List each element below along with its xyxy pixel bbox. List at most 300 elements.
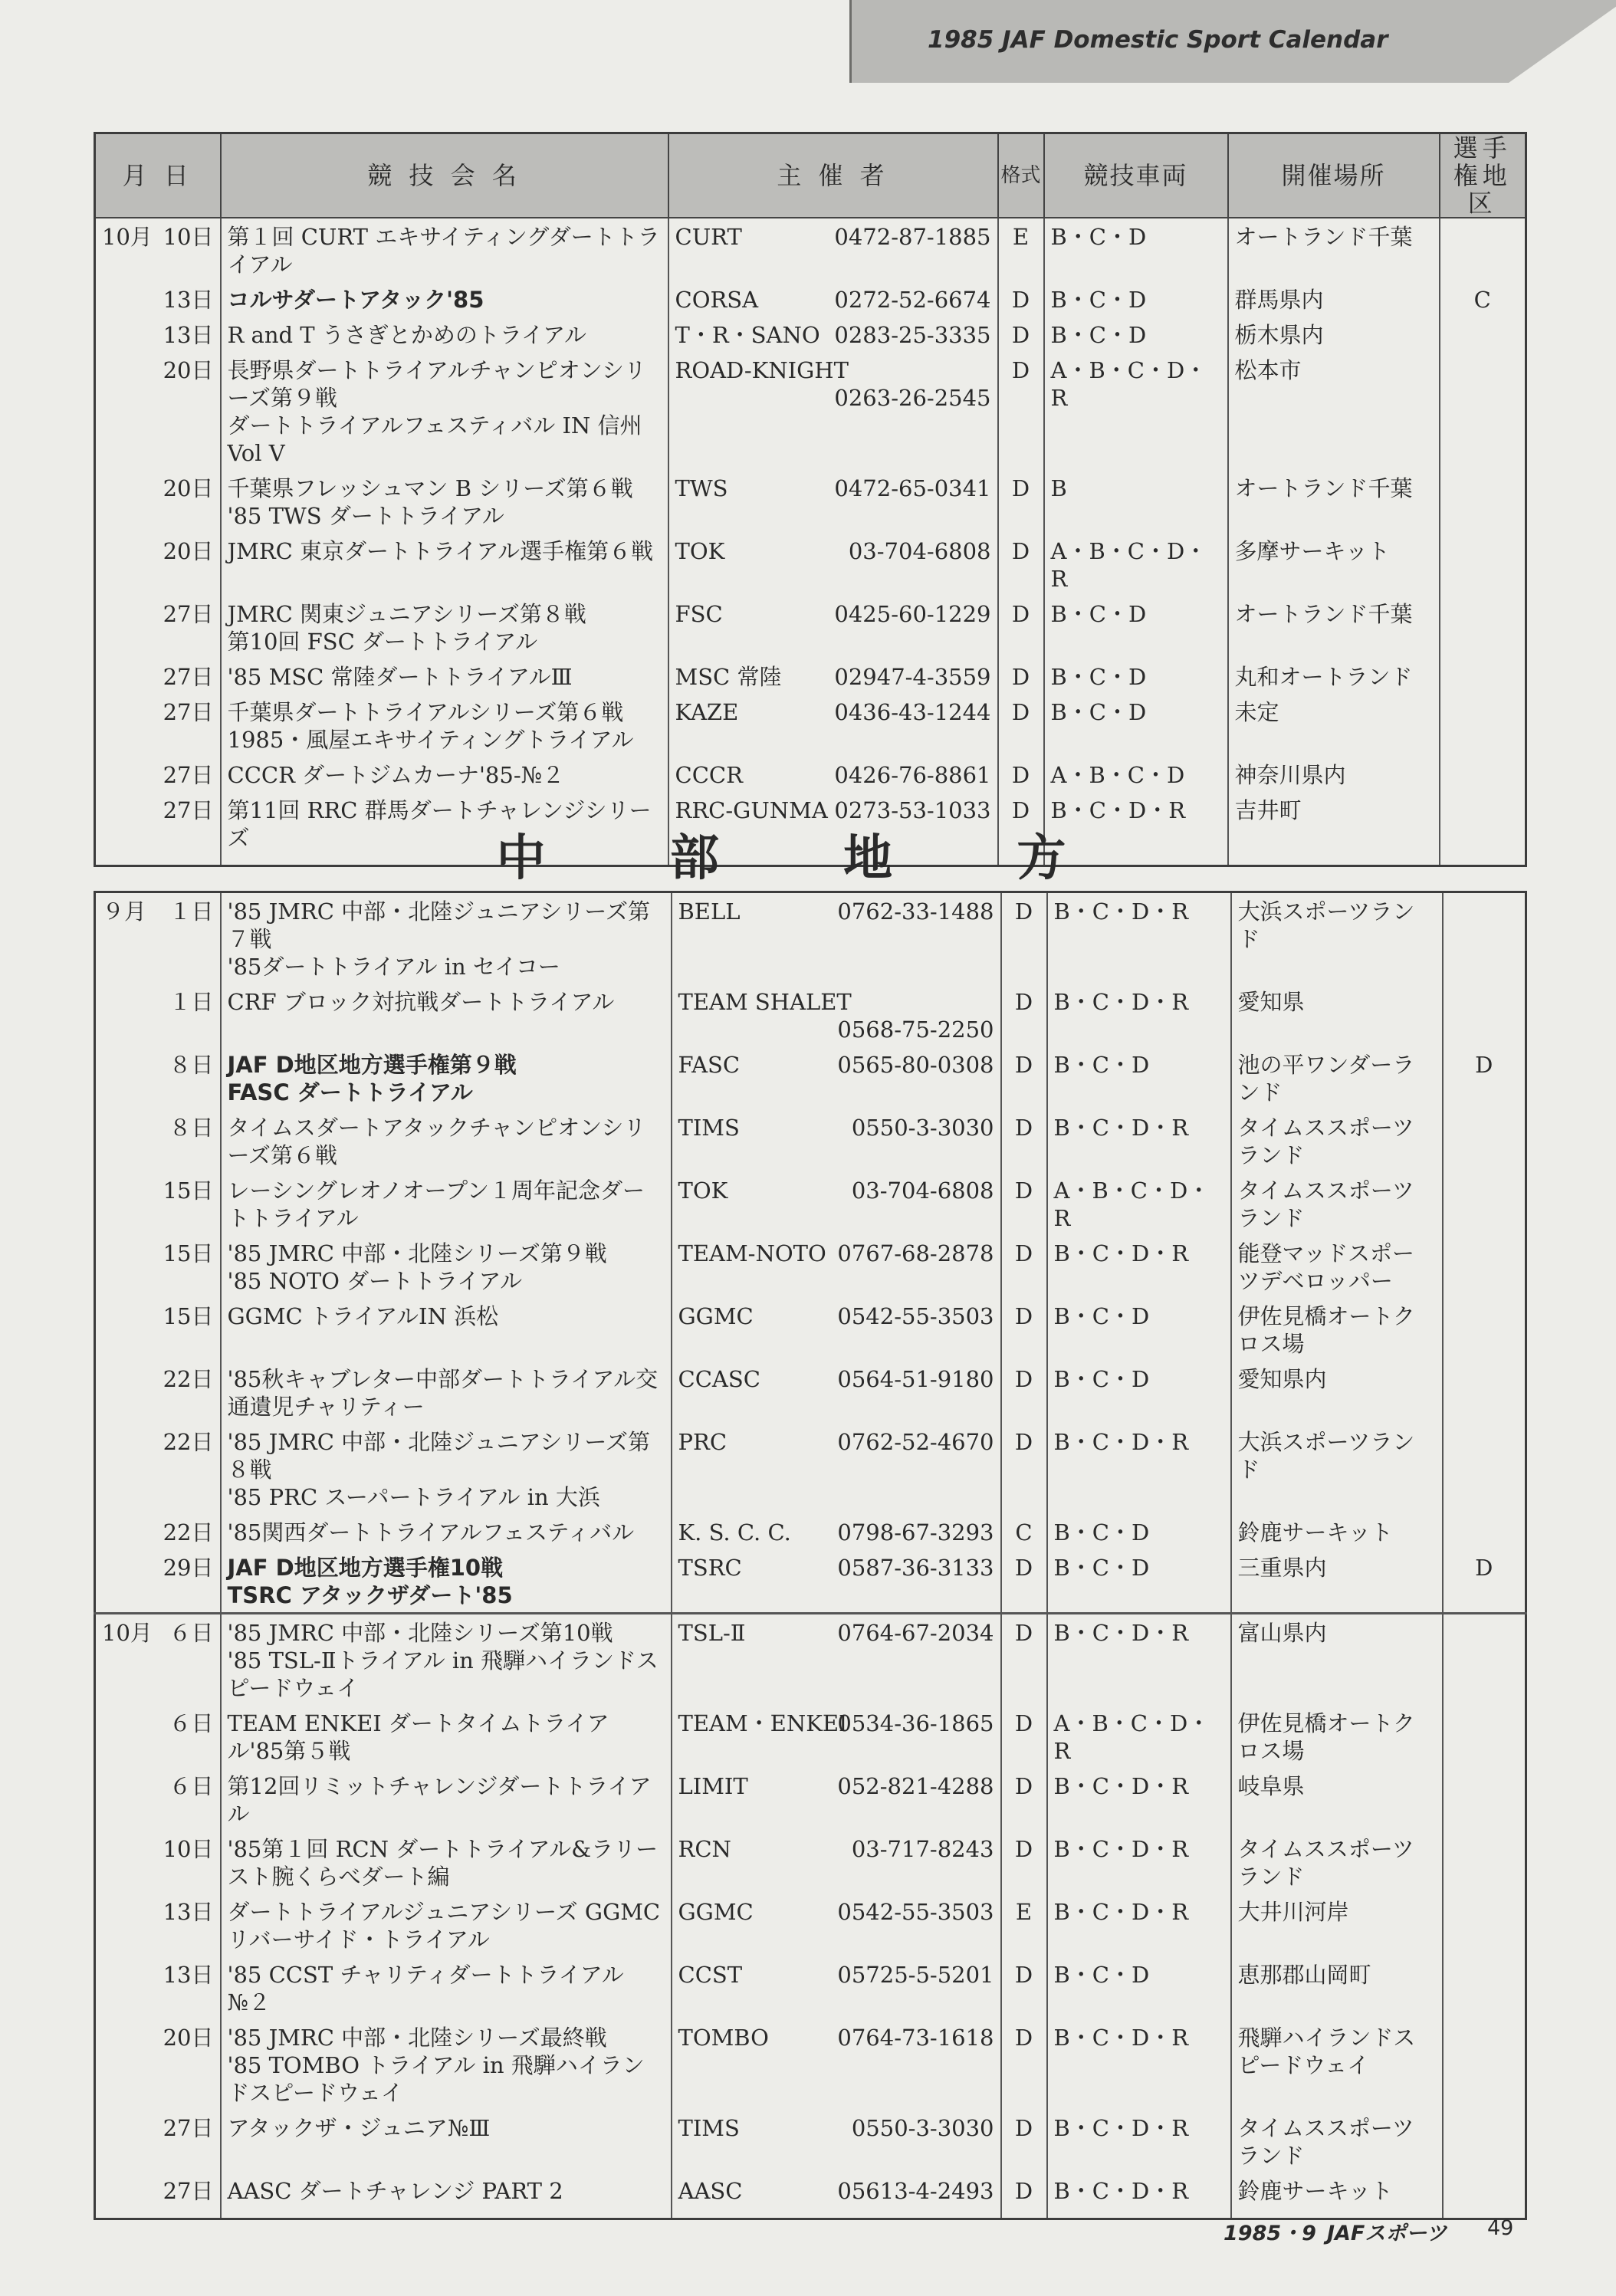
- organizer-phone: 0472-87-1885: [834, 224, 991, 250]
- event-name: TEAM ENKEI ダートタイムトライアル'85第５戦: [221, 1705, 672, 1768]
- organizer-cell: [672, 1109, 1001, 1172]
- organizer-phone: 0273-53-1033: [834, 797, 991, 823]
- organizer-name: GGMC: [678, 1899, 754, 1925]
- event-name: JAF D地区地方選手権第９戦 FASC ダートトライアル: [221, 1046, 672, 1109]
- organizer-cell: [668, 317, 998, 352]
- organizer-cell: [668, 757, 998, 792]
- venue-cell: 群馬県内: [1228, 281, 1440, 317]
- day: 22日: [163, 1429, 214, 1455]
- organizer-phone: 0283-25-3335: [834, 322, 991, 348]
- championship-cell: [1443, 1235, 1526, 1298]
- vehicles-cell: B・C・D・R: [1047, 2173, 1231, 2208]
- organizer-cell: [668, 352, 998, 470]
- organizer-name: KAZE: [675, 699, 739, 725]
- day: ６日: [169, 1773, 214, 1799]
- format-cell: D: [998, 470, 1044, 533]
- format-cell: D: [1001, 1831, 1047, 1894]
- event-name: '85 JMRC 中部・北陸シリーズ第10戦 '85 TSL-Ⅱトライアル in 飛騨ハイランドスピードウェイ: [221, 1614, 672, 1706]
- event-name: '85 JMRC 中部・北陸ジュニアシリーズ第８戦 '85 PRC スーパートライアル in 大浜: [221, 1424, 672, 1514]
- venue-cell: 丸和オートランド: [1228, 659, 1440, 694]
- date-cell: [95, 317, 221, 352]
- organizer-cell: [668, 694, 998, 757]
- day: 15日: [163, 1178, 214, 1204]
- date-cell: [95, 1172, 221, 1235]
- date-cell: [95, 2019, 221, 2110]
- day: 22日: [163, 1519, 214, 1545]
- vehicles-cell: B・C・D・R: [1047, 892, 1231, 984]
- venue-cell: 吉井町: [1228, 792, 1440, 855]
- event-name: コルサダートアタック'85: [221, 281, 668, 317]
- vehicles-cell: B・C・D: [1044, 596, 1228, 659]
- organizer-name: CURT: [675, 224, 742, 250]
- event-name: '85 JMRC 中部・北陸ジュニアシリーズ第７戦 '85ダートトライアル in セイコー: [221, 892, 672, 984]
- day: 20日: [163, 538, 214, 564]
- vehicles-cell: B・C・D・R: [1047, 1831, 1231, 1894]
- table-row: [95, 1361, 1526, 1424]
- vehicles-cell: B・C・D: [1047, 1514, 1231, 1549]
- organizer-phone: 0272-52-6674: [834, 287, 991, 313]
- championship-cell: [1443, 1514, 1526, 1549]
- event-name: JMRC 東京ダートトライアル選手権第６戦: [221, 533, 668, 596]
- table-row: [95, 352, 1526, 470]
- venue-cell: タイムススポーツランド: [1231, 1109, 1443, 1172]
- venue-cell: 恵那郡山岡町: [1231, 1956, 1443, 2019]
- format-cell: D: [1001, 892, 1047, 984]
- organizer-name: TEAM・ENKEI: [678, 1710, 848, 1736]
- event-name: '85 JMRC 中部・北陸シリーズ最終戦 '85 TOMBO トライアル in 飛騨ハイランドスピードウェイ: [221, 2019, 672, 2110]
- vehicles-cell: B: [1044, 470, 1228, 533]
- venue-cell: 池の平ワンダーランド: [1231, 1046, 1443, 1109]
- organizer-name: MSC 常陸: [675, 664, 782, 690]
- format-cell: D: [998, 659, 1044, 694]
- organizer-phone: 052-821-4288: [837, 1773, 994, 1799]
- organizer-cell: [672, 1172, 1001, 1235]
- championship-cell: C: [1440, 281, 1526, 317]
- format-cell: D: [998, 694, 1044, 757]
- championship-cell: [1443, 1768, 1526, 1831]
- spacer-cell: [672, 2208, 1001, 2219]
- date-cell: [95, 2173, 221, 2208]
- date-cell: [95, 1235, 221, 1298]
- spacer-cell: [221, 2208, 672, 2219]
- day: 10日: [163, 224, 214, 250]
- organizer-cell: [672, 1235, 1001, 1298]
- organizer-cell: [672, 892, 1001, 984]
- organizer-cell: [672, 1549, 1001, 1614]
- day: 13日: [163, 1899, 214, 1925]
- organizer-cell: [672, 2019, 1001, 2110]
- organizer-name: TIMS: [678, 1115, 740, 1141]
- day: 27日: [163, 2178, 214, 2204]
- day: 22日: [163, 1366, 214, 1392]
- organizer-cell: [668, 659, 998, 694]
- vehicles-cell: B・C・D: [1044, 281, 1228, 317]
- table-row: [95, 596, 1526, 659]
- event-name: R and T うさぎとかめのトライアル: [221, 317, 668, 352]
- event-name: 第12回リミットチャレンジダートトライアル: [221, 1768, 672, 1831]
- col-header-event: 競 技 会 名: [221, 133, 668, 218]
- event-name: '85 MSC 常陸ダートトライアルⅢ: [221, 659, 668, 694]
- table-row: [95, 2173, 1526, 2208]
- col-header-organizer: 主 催 者: [668, 133, 998, 218]
- day: １日: [169, 989, 214, 1015]
- day: 20日: [163, 475, 214, 501]
- vehicles-cell: A・B・C・D・R: [1047, 1705, 1231, 1768]
- date-cell: [95, 1109, 221, 1172]
- table-row: [95, 470, 1526, 533]
- organizer-cell: [668, 281, 998, 317]
- championship-cell: [1440, 659, 1526, 694]
- organizer-name: CCST: [678, 1962, 743, 1988]
- organizer-name: CCCR: [675, 762, 743, 788]
- day: ８日: [169, 1052, 214, 1078]
- date-cell: [95, 1894, 221, 1956]
- organizer-cell: [672, 1894, 1001, 1956]
- vehicles-cell: B・C・D: [1047, 1298, 1231, 1361]
- venue-cell: 松本市: [1228, 352, 1440, 470]
- championship-cell: [1443, 984, 1526, 1046]
- day: 20日: [163, 2025, 214, 2051]
- event-name: JAF D地区地方選手権10戦 TSRC アタックザダート'85: [221, 1549, 672, 1614]
- date-cell: [95, 1424, 221, 1514]
- col-header-championship: 選手権地 区: [1440, 133, 1526, 218]
- championship-cell: [1443, 1361, 1526, 1424]
- championship-cell: [1443, 2110, 1526, 2173]
- vehicles-cell: B・C・D・R: [1047, 2110, 1231, 2173]
- format-cell: D: [998, 281, 1044, 317]
- vehicles-cell: B・C・D: [1047, 1549, 1231, 1614]
- venue-cell: 三重県内: [1231, 1549, 1443, 1614]
- organizer-phone: 0564-51-9180: [837, 1366, 994, 1392]
- organizer-phone: 02947-4-3559: [834, 664, 991, 690]
- day: 27日: [163, 762, 214, 788]
- championship-cell: [1443, 1172, 1526, 1235]
- organizer-name: FSC: [675, 601, 723, 627]
- table-row: [95, 1424, 1526, 1514]
- table-row: [95, 1298, 1526, 1361]
- vehicles-cell: B・C・D・R: [1047, 1424, 1231, 1514]
- organizer-cell: [672, 1705, 1001, 1768]
- organizer-cell: [672, 2110, 1001, 2173]
- calendar-table-chubu: [94, 891, 1527, 2220]
- date-cell: [95, 470, 221, 533]
- month: ９月: [102, 898, 147, 925]
- event-name: アタックザ・ジュニア№Ⅲ: [221, 2110, 672, 2173]
- organizer-name: T・R・SANO: [675, 322, 820, 348]
- organizer-name: BELL: [678, 898, 741, 925]
- venue-cell: 飛騨ハイランドスピードウェイ: [1231, 2019, 1443, 2110]
- format-cell: E: [998, 218, 1044, 281]
- format-cell: D: [1001, 2173, 1047, 2208]
- day: 15日: [163, 1303, 214, 1329]
- championship-cell: [1440, 218, 1526, 281]
- day: 13日: [163, 1962, 214, 1988]
- event-name: レーシングレオノオープン１周年記念ダートトライアル: [221, 1172, 672, 1235]
- day: 27日: [163, 699, 214, 725]
- table-row: [95, 533, 1526, 596]
- organizer-phone: 0587-36-3133: [837, 1555, 994, 1581]
- col-header-vehicles: 競技車両: [1044, 133, 1228, 218]
- venue-cell: 神奈川県内: [1228, 757, 1440, 792]
- venue-cell: 大浜スポーツランド: [1231, 1424, 1443, 1514]
- date-cell: [95, 1361, 221, 1424]
- event-name: '85秋キャブレター中部ダートトライアル交通遺児チャリティー: [221, 1361, 672, 1424]
- organizer-name: LIMIT: [678, 1773, 748, 1799]
- date-cell: [95, 1298, 221, 1361]
- organizer-phone: 0534-36-1865: [837, 1710, 994, 1736]
- table-row: [95, 1172, 1526, 1235]
- organizer-cell: [668, 596, 998, 659]
- date-cell: [95, 984, 221, 1046]
- championship-cell: [1440, 757, 1526, 792]
- format-cell: D: [1001, 1235, 1047, 1298]
- event-name: '85 JMRC 中部・北陸シリーズ第９戦 '85 NOTO ダートトライアル: [221, 1235, 672, 1298]
- table-row: [95, 1768, 1526, 1831]
- event-name: ダートトライアルジュニアシリーズ GGMC リバーサイド・トライアル: [221, 1894, 672, 1956]
- championship-cell: [1440, 533, 1526, 596]
- format-cell: D: [998, 317, 1044, 352]
- organizer-phone: 03-717-8243: [851, 1836, 994, 1862]
- table-row: [95, 2110, 1526, 2173]
- page-number: 49: [1487, 2216, 1514, 2240]
- event-name: '85 CCST チャリティダートトライアル№２: [221, 1956, 672, 2019]
- event-name: 第11回 RRC 群馬ダートチャレンジシリーズ: [221, 792, 668, 855]
- date-cell: [95, 1549, 221, 1614]
- venue-cell: オートランド千葉: [1228, 218, 1440, 281]
- format-cell: E: [1001, 1894, 1047, 1956]
- organizer-name: ROAD-KNIGHT: [675, 357, 849, 383]
- spacer-cell: [1001, 2208, 1047, 2219]
- format-cell: D: [1001, 1361, 1047, 1424]
- organizer-phone: 0762-52-4670: [837, 1429, 994, 1455]
- date-cell: [95, 596, 221, 659]
- date-cell: [95, 1956, 221, 2019]
- organizer-phone: 05725-5-5201: [837, 1962, 994, 1988]
- organizer-name: RCN: [678, 1836, 731, 1862]
- organizer-name: PRC: [678, 1429, 728, 1455]
- organizer-phone: 0542-55-3503: [837, 1899, 994, 1925]
- vehicles-cell: B・C・D・R: [1047, 2019, 1231, 2110]
- organizer-name: TEAM SHALET: [678, 989, 852, 1015]
- organizer-cell: [668, 470, 998, 533]
- table-row: [95, 1894, 1526, 1956]
- organizer-name: GGMC: [678, 1303, 754, 1329]
- event-name: GGMC トライアルIN 浜松: [221, 1298, 672, 1361]
- format-cell: D: [1001, 1046, 1047, 1109]
- championship-cell: [1443, 2019, 1526, 2110]
- organizer-cell: [672, 2173, 1001, 2208]
- date-cell: [95, 1768, 221, 1831]
- organizer-cell: [668, 218, 998, 281]
- table-row: [95, 1831, 1526, 1894]
- organizer-name: CORSA: [675, 287, 759, 313]
- venue-cell: タイムススポーツランド: [1231, 1172, 1443, 1235]
- day: 13日: [163, 322, 214, 348]
- event-name: 第１回 CURT エキサイティングダートトライアル: [221, 218, 668, 281]
- vehicles-cell: A・B・C・D・R: [1044, 533, 1228, 596]
- date-cell: [95, 694, 221, 757]
- vehicles-cell: A・B・C・D・R: [1044, 352, 1228, 470]
- organizer-cell: [672, 1831, 1001, 1894]
- format-cell: D: [998, 792, 1044, 855]
- organizer-phone: 0764-73-1618: [837, 2025, 994, 2051]
- table-row: [95, 694, 1526, 757]
- date-cell: [95, 281, 221, 317]
- championship-cell: [1443, 1705, 1526, 1768]
- vehicles-cell: B・C・D・R: [1047, 1894, 1231, 1956]
- table-row: [95, 2019, 1526, 2110]
- venue-cell: 大井川河岸: [1231, 1894, 1443, 1956]
- day: 27日: [163, 664, 214, 690]
- day: 10日: [163, 1836, 214, 1862]
- organizer-phone: 0436-43-1244: [834, 699, 991, 725]
- page-header-title: 1985 JAF Domestic Sport Calendar: [928, 26, 1388, 54]
- organizer-cell: [672, 1514, 1001, 1549]
- championship-cell: [1440, 317, 1526, 352]
- venue-cell: 鈴鹿サーキット: [1231, 1514, 1443, 1549]
- organizer-name: RRC-GUNMA: [675, 797, 828, 823]
- date-cell: [95, 892, 221, 984]
- format-cell: D: [1001, 1109, 1047, 1172]
- magazine-brand: JAFスポーツ: [1326, 2222, 1447, 2245]
- organizer-name: TOK: [678, 1178, 728, 1204]
- format-cell: D: [1001, 1614, 1047, 1706]
- organizer-phone: 0472-65-0341: [834, 475, 991, 501]
- vehicles-cell: B・C・D: [1044, 218, 1228, 281]
- venue-cell: タイムススポーツランド: [1231, 2110, 1443, 2173]
- organizer-phone: 0425-60-1229: [834, 601, 991, 627]
- venue-cell: オートランド千葉: [1228, 470, 1440, 533]
- calendar-table-kanto: [94, 132, 1527, 867]
- venue-cell: 愛知県: [1231, 984, 1443, 1046]
- organizer-cell: [672, 1361, 1001, 1424]
- vehicles-cell: B・C・D: [1047, 1046, 1231, 1109]
- organizer-phone: 0542-55-3503: [837, 1303, 994, 1329]
- championship-cell: [1443, 892, 1526, 984]
- organizer-phone: 0764-67-2034: [837, 1620, 994, 1646]
- day: 20日: [163, 357, 214, 383]
- footer-issue: [1223, 2216, 1447, 2246]
- format-cell: D: [1001, 2019, 1047, 2110]
- organizer-name: FASC: [678, 1052, 741, 1078]
- event-name: CRF ブロック対抗戦ダートトライアル: [221, 984, 672, 1046]
- championship-cell: D: [1443, 1046, 1526, 1109]
- format-cell: D: [1001, 1956, 1047, 2019]
- col-header-date: 月 日: [95, 133, 221, 218]
- championship-cell: [1443, 1614, 1526, 1706]
- event-name: 千葉県ダートトライアルシリーズ第６戦 1985・風屋エキサイティングトライアル: [221, 694, 668, 757]
- organizer-name: TIMS: [678, 2115, 740, 2141]
- organizer-name: K. S. C. C.: [678, 1519, 791, 1545]
- championship-cell: [1443, 1424, 1526, 1514]
- organizer-name: TOK: [675, 538, 725, 564]
- date-cell: [95, 218, 221, 281]
- table-row: [95, 1549, 1526, 1614]
- venue-cell: 栃木県内: [1228, 317, 1440, 352]
- organizer-phone: 0798-67-3293: [837, 1519, 994, 1545]
- date-cell: [95, 1831, 221, 1894]
- format-cell: D: [1001, 1172, 1047, 1235]
- table-row: [95, 281, 1526, 317]
- format-cell: D: [998, 352, 1044, 470]
- table-row: [95, 317, 1526, 352]
- organizer-cell: [672, 1956, 1001, 2019]
- organizer-cell: [672, 1424, 1001, 1514]
- organizer-name: TWS: [675, 475, 728, 501]
- vehicles-cell: B・C・D: [1044, 317, 1228, 352]
- format-cell: D: [998, 533, 1044, 596]
- venue-cell: 大浜スポーツランド: [1231, 892, 1443, 984]
- championship-cell: [1443, 1894, 1526, 1956]
- vehicles-cell: B・C・D: [1044, 659, 1228, 694]
- table-row: [95, 1109, 1526, 1172]
- event-name: CCCR ダートジムカーナ'85-№２: [221, 757, 668, 792]
- event-name: AASC ダートチャレンジ PART 2: [221, 2173, 672, 2208]
- venue-cell: 伊佐見橋オートクロス場: [1231, 1298, 1443, 1361]
- day: １日: [169, 898, 214, 925]
- organizer-cell: [668, 533, 998, 596]
- table-row: [95, 1046, 1526, 1109]
- table-row: [95, 1705, 1526, 1768]
- event-name: タイムスダートアタックチャンピオンシリーズ第６戦: [221, 1109, 672, 1172]
- day: 15日: [163, 1240, 214, 1266]
- organizer-cell: [672, 1614, 1001, 1706]
- date-cell: [95, 1046, 221, 1109]
- vehicles-cell: A・B・C・D: [1044, 757, 1228, 792]
- championship-cell: [1443, 1298, 1526, 1361]
- format-cell: D: [1001, 1549, 1047, 1614]
- event-name: '85第１回 RCN ダートトライアル&ラリースト腕くらべダート編: [221, 1831, 672, 1894]
- format-cell: C: [1001, 1514, 1047, 1549]
- championship-cell: [1440, 694, 1526, 757]
- venue-cell: オートランド千葉: [1228, 596, 1440, 659]
- championship-cell: D: [1443, 1549, 1526, 1614]
- vehicles-cell: A・B・C・D・R: [1047, 1172, 1231, 1235]
- championship-cell: [1443, 1956, 1526, 2019]
- venue-cell: 愛知県内: [1231, 1361, 1443, 1424]
- organizer-name: TEAM-NOTO: [678, 1240, 826, 1266]
- organizer-phone: 05613-4-2493: [837, 2178, 994, 2204]
- table-row: [95, 757, 1526, 792]
- venue-cell: 伊佐見橋オートクロス場: [1231, 1705, 1443, 1768]
- month: 10月: [102, 224, 153, 250]
- date-cell: [95, 659, 221, 694]
- organizer-name: TSL-Ⅱ: [678, 1620, 746, 1646]
- table-row: [95, 1614, 1526, 1706]
- vehicles-cell: B・C・D: [1047, 1361, 1231, 1424]
- vehicles-cell: B・C・D: [1044, 694, 1228, 757]
- organizer-phone: 0550-3-3030: [851, 1115, 994, 1141]
- date-cell: [95, 757, 221, 792]
- championship-cell: [1440, 596, 1526, 659]
- format-cell: D: [998, 596, 1044, 659]
- organizer-cell: [672, 1046, 1001, 1109]
- organizer-phone: 0565-80-0308: [837, 1052, 994, 1078]
- organizer-phone: 0767-68-2878: [837, 1240, 994, 1266]
- format-cell: D: [1001, 984, 1047, 1046]
- table-row: [95, 1956, 1526, 2019]
- col-header-venue: 開催場所: [1228, 133, 1440, 218]
- format-cell: D: [1001, 2110, 1047, 2173]
- organizer-phone: 03-704-6808: [848, 538, 991, 564]
- col-header-format: 格式: [998, 133, 1044, 218]
- day: 29日: [163, 1555, 214, 1581]
- organizer-phone: 03-704-6808: [851, 1178, 994, 1204]
- table-row: [95, 892, 1526, 984]
- day: ６日: [169, 1620, 214, 1646]
- vehicles-cell: B・C・D・R: [1047, 1768, 1231, 1831]
- day: ８日: [169, 1115, 214, 1141]
